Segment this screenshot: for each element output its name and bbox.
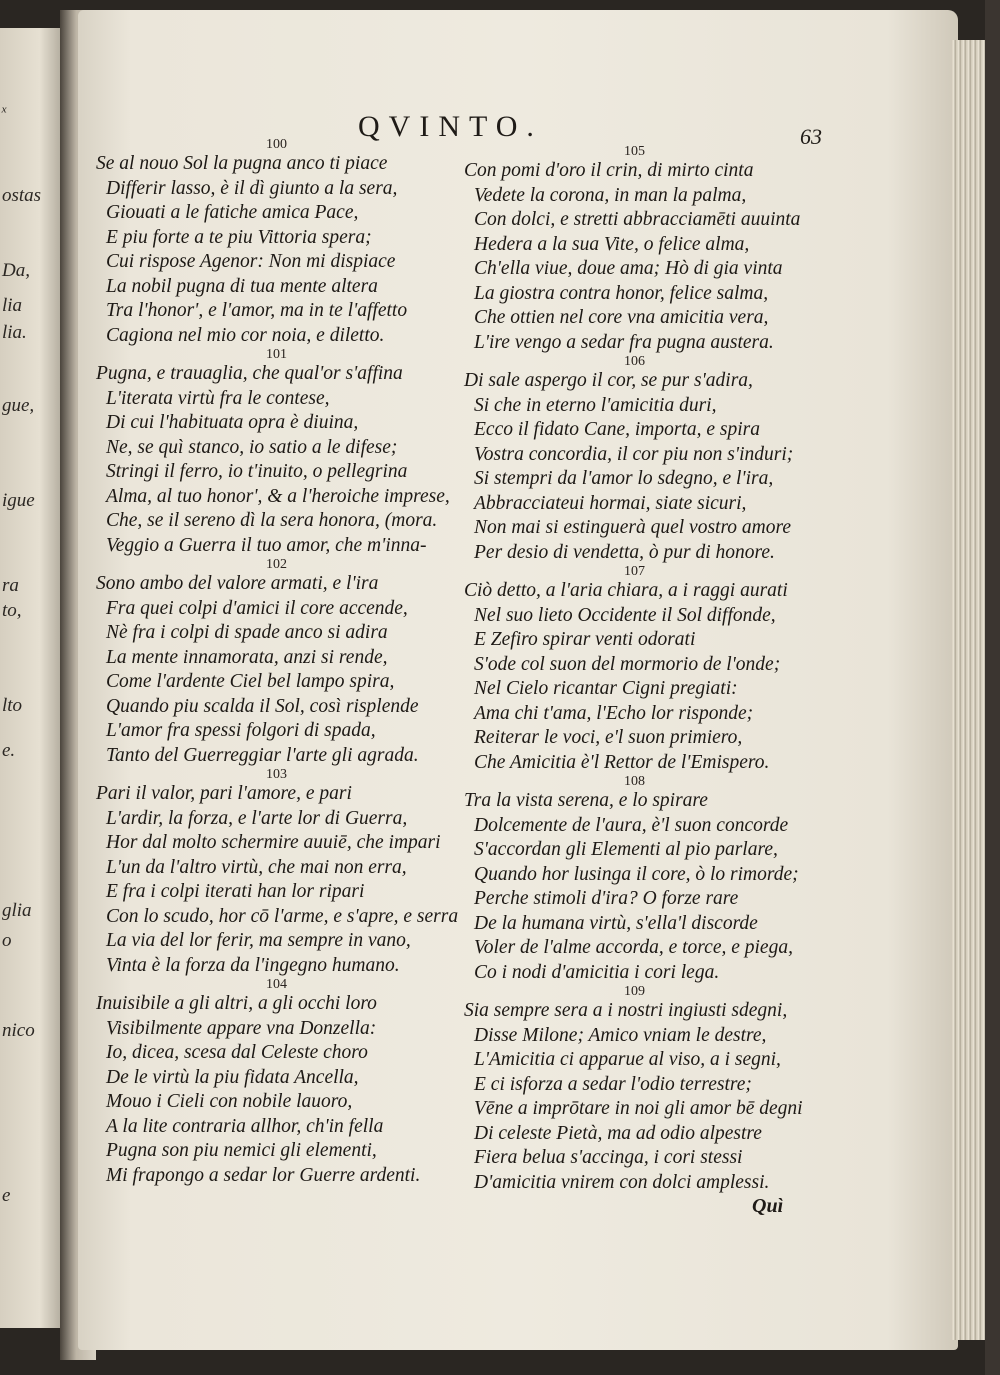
verse-line: Ama chi t'ama, l'Echo lor risponde; <box>474 702 754 724</box>
verse-line: E piu forte a te piu Vittoria spera; <box>106 226 372 248</box>
verse-line: Pugna, e trauaglia, che qual'or s'affina <box>96 363 403 384</box>
verse-line: Voler de l'alme accorda, e torce, e piega, <box>474 937 793 958</box>
verse-line: Veggio a Guerra il tuo amor, che m'inna- <box>106 534 427 556</box>
stanza <box>96 978 456 1188</box>
verse-line: L'Amicitia ci apparue al viso, a i segni, <box>474 1049 781 1070</box>
stanza-number: 106 <box>624 354 645 369</box>
verse-line: Nè fra i colpi di spade anco si adira <box>106 622 388 643</box>
verse-line: Abbracciateui hormai, siate sicuri, <box>474 492 747 514</box>
verse-line: E Zefiro spirar venti odorati <box>474 629 696 650</box>
previous-page-fragment: lia <box>2 295 23 316</box>
verse-line: Pari il valor, pari l'amore, e pari <box>96 783 352 804</box>
verse-line: Con dolci, e stretti abbracciamēti auuinta <box>474 209 801 230</box>
previous-page-fragment: igue <box>2 490 35 511</box>
verse-line: Mi frapongo a sedar lor Guerre ardenti. <box>106 1164 421 1186</box>
verse-line: L'ardir, la forza, e l'arte lor di Guerra, <box>106 807 408 829</box>
stanza <box>96 558 456 768</box>
verse-line: E fra i colpi iterati han lor ripari <box>106 881 365 902</box>
verse-line: Come l'ardente Ciel bel lampo spira, <box>106 671 395 692</box>
verse-line: Di sale aspergo il cor, se pur s'adira, <box>464 370 753 391</box>
verse-line: Stringi il ferro, io t'inuito, o pellegrina <box>106 461 408 482</box>
verse-line: Dolcemente de l'aura, è'l suon concorde <box>474 814 789 836</box>
verse-line: S'accordan gli Elementi al pio parlare, <box>474 839 778 860</box>
previous-page-fragment: to, <box>2 600 22 621</box>
verse-line: Mouo i Cieli con nobile lauoro, <box>106 1091 353 1112</box>
verse-line: L'iterata virtù fra le contese, <box>106 387 330 409</box>
verse-line: De le virtù la piu fidata Ancella, <box>106 1066 359 1088</box>
stanza-number: 109 <box>624 984 645 999</box>
verse-line: Non mai si estinguerà quel vostro amore <box>474 517 792 538</box>
verse-line: A la lite contraria allhor, ch'in fella <box>106 1115 384 1137</box>
verse-line: Di cui l'habituata opra è diuina, <box>106 412 359 433</box>
verse-line: Io, dicea, scesa dal Celeste choro <box>106 1042 368 1063</box>
verse-line: Nel suo lieto Occidente il Sol diffonde, <box>474 604 776 626</box>
stanza <box>96 138 456 348</box>
catchword: Quì <box>752 1195 784 1217</box>
verse-line: La nobil pugna di tua mente altera <box>106 275 378 297</box>
verse-line: De la humana virtù, s'ella'l discorde <box>474 912 758 934</box>
verse-line: D'amicitia vnirem con dolci amplessi. <box>474 1171 770 1193</box>
verse-line: Inuisibile a gli altri, a gli occhi loro <box>96 993 377 1014</box>
verse-line: Reiterar le voci, e'l suon primiero, <box>474 727 743 748</box>
verse-line: Alma, al tuo honor', & a l'heroiche imprese, <box>106 485 450 507</box>
stanza <box>464 145 844 355</box>
verse-line: Hedera a la sua Vite, o felice alma, <box>474 233 750 255</box>
previous-page-fragment: e <box>2 1185 11 1206</box>
stanza-number: 108 <box>624 774 645 789</box>
verse-line: Fiera belua s'accinga, i cori stessi <box>474 1147 743 1168</box>
verse-line: La mente innamorata, anzi si rende, <box>106 646 388 668</box>
previous-page-fragment: ra <box>2 575 19 596</box>
verse-line: Perche stimoli d'ira? O forze rare <box>474 888 739 909</box>
verse-line: Pugna son piu nemici gli elementi, <box>106 1140 377 1161</box>
verse-line: L'amor fra spessi folgori di spada, <box>106 720 376 741</box>
verse-line: Che, se il sereno dì la sera honora, (mora. <box>106 510 438 531</box>
verse-line: Tanto del Guerreggiar l'arte gli agrada. <box>106 744 419 766</box>
verse-line: Differir lasso, è il dì giunto a la sera, <box>106 177 398 199</box>
previous-page-fragment: lto <box>2 695 23 716</box>
previous-page-fragment: e. <box>2 740 16 761</box>
verse-line: Si stempri da l'amor lo sdegno, e l'ira, <box>474 468 774 489</box>
verse-line: Che ottien nel core vna amicitia vera, <box>474 307 769 328</box>
stanza-number: 101 <box>266 347 287 362</box>
verse-line: La via del lor ferir, ma sempre in vano, <box>106 930 411 951</box>
verse-line: Che Amicitia è'l Rettor de l'Emispero. <box>474 751 770 773</box>
left-column <box>96 137 459 1188</box>
verse-line: Sia sempre sera a i nostri ingiusti sdegni, <box>464 1000 788 1021</box>
stanza-number: 102 <box>266 557 287 572</box>
verse-line: Hor dal molto schermire auuiē, che impari <box>106 832 441 853</box>
page-number: 63 <box>800 124 822 149</box>
verse-line: Ne, se quì stanco, io satio a le difese; <box>106 436 398 458</box>
previous-page-fragment: glia <box>2 900 32 921</box>
verse-line: Ecco il fidato Cane, importa, e spira <box>474 419 760 440</box>
previous-page-fragment: ₓ <box>2 95 8 116</box>
previous-page-fragment: gue, <box>2 395 35 416</box>
verse-line: Quando hor lusinga il core, ò lo rimorde; <box>474 863 799 885</box>
verse-line: Se al nouo Sol la pugna anco ti piace <box>96 153 388 174</box>
stanza <box>96 767 459 978</box>
stanza <box>464 985 844 1195</box>
verse-line: Si che in eterno l'amicitia duri, <box>474 394 717 416</box>
previous-page-fragment: o <box>2 930 12 951</box>
verse-line: Vedete la corona, in man la palma, <box>474 184 747 206</box>
previous-page-fragment: nico <box>2 1020 35 1041</box>
background-edge <box>985 0 1000 1375</box>
verse-line: Disse Milone; Amico vniam le destre, <box>474 1024 767 1046</box>
stanza <box>464 775 844 985</box>
verse-line: S'ode col suon del mormorio de l'onde; <box>474 653 781 675</box>
verse-line: Fra quei colpi d'amici il core accende, <box>106 597 408 619</box>
verse-line: La giostra contra honor, felice salma, <box>474 282 769 304</box>
stanza <box>464 355 844 565</box>
previous-page-fragment: Da, <box>2 260 30 281</box>
stanza <box>464 565 844 775</box>
verse-line: Visibilmente appare vna Donzella: <box>106 1017 377 1039</box>
verse-line: Con lo scudo, hor cō l'arme, e s'apre, e serra <box>106 905 459 927</box>
verse-line: Cagiona nel mio cor noia, e diletto. <box>106 324 385 346</box>
running-head: QVINTO. <box>358 110 543 143</box>
verse-line: Per desio di vendetta, ò pur di honore. <box>474 541 775 563</box>
verse-line: Di celeste Pietà, ma ad odio alpestre <box>474 1122 762 1144</box>
previous-page-fragment: ostas <box>2 185 42 206</box>
verse-line: Ciò detto, a l'aria chiara, a i raggi aurati <box>464 580 788 601</box>
verse-line: Cui rispose Agenor: Non mi dispiace <box>106 251 396 272</box>
verse-line: Ch'ella viue, doue ama; Hò di gia vinta <box>474 258 783 279</box>
right-column <box>464 145 844 1195</box>
verse-line: Vēne a imprōtare in noi gli amor bē degni <box>474 1098 803 1119</box>
stanza-number: 107 <box>624 564 645 579</box>
stanza-number: 100 <box>266 137 287 152</box>
stanza-number: 105 <box>624 144 645 159</box>
stanza <box>96 348 456 558</box>
verse-line: Nel Cielo ricantar Cigni pregiati: <box>474 678 738 699</box>
stanza-number: 103 <box>266 767 287 782</box>
verse-line: E ci isforza a sedar l'odio terrestre; <box>474 1073 752 1095</box>
stanza-number: 104 <box>266 977 287 992</box>
verse-line: Tra l'honor', e l'amor, ma in te l'affetto <box>106 300 408 321</box>
verse-line: Giouati a le fatiche amica Pace, <box>106 202 359 223</box>
verse-line: Co i nodi d'amicitia i cori lega. <box>474 961 720 983</box>
verse-line: Vostra concordia, il cor piu non s'induri; <box>474 443 794 465</box>
verse-line: Con pomi d'oro il crin, di mirto cinta <box>464 160 754 181</box>
verse-line: L'un da l'altro virtù, che mai non erra, <box>106 856 407 878</box>
verse-line: L'ire vengo a sedar fra pugna austera. <box>474 331 774 353</box>
verse-line: Vinta è la forza da l'ingegno humano. <box>106 954 400 976</box>
previous-page-fragment: lia. <box>2 322 27 343</box>
verse-line: Tra la vista serena, e lo spirare <box>464 790 708 811</box>
verse-line: Quando piu scalda il Sol, così risplende <box>106 695 419 717</box>
verse-line: Sono ambo del valore armati, e l'ira <box>96 573 379 594</box>
